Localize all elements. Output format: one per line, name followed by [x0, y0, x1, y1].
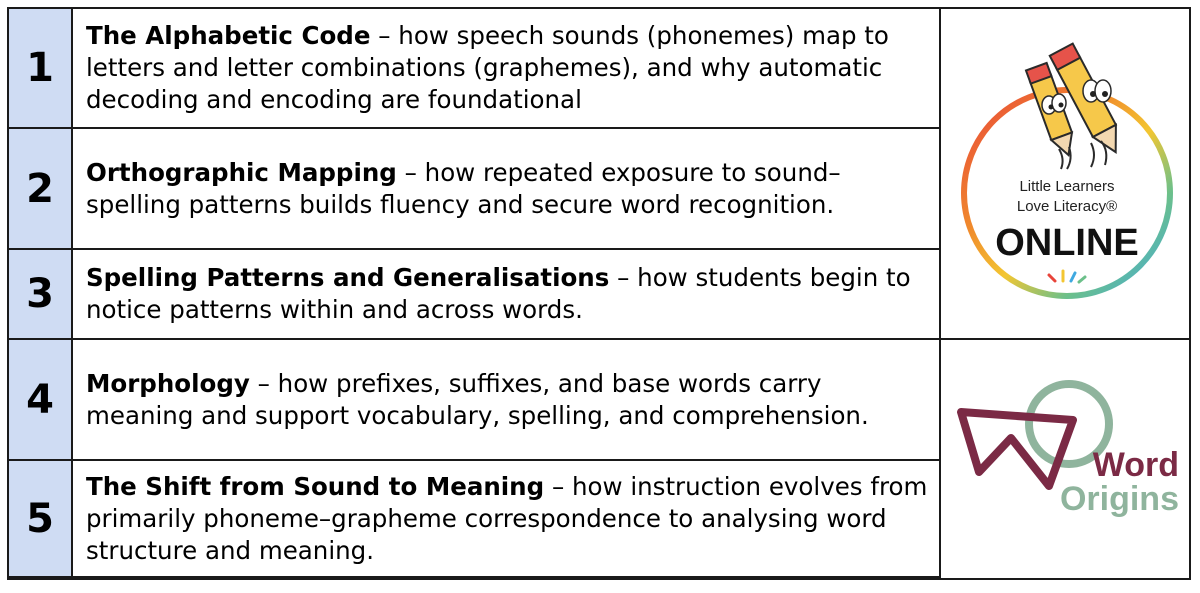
row-number: 1 — [9, 9, 73, 127]
logo-line2: Love Literacy® — [1016, 198, 1118, 215]
row-text — [86, 461, 929, 576]
logo-line1: Little Learners — [1019, 178, 1115, 195]
row-description: – how repeated exposure to sound–spelling patterns builds fluency and secure word recognition. — [86, 157, 841, 219]
row-text — [86, 340, 929, 459]
table-row — [9, 461, 941, 578]
logo-word: Word — [1092, 446, 1179, 484]
row-text — [86, 129, 929, 248]
divider — [941, 338, 1189, 340]
logo-column — [939, 9, 1189, 578]
content-table — [7, 7, 1191, 580]
row-number: 3 — [9, 250, 73, 338]
row-title: The Shift from Sound to Meaning — [86, 471, 545, 501]
row-description: – how prefixes, suffixes, and base words carry meaning and support vocabulary, spelling, and comprehension. — [86, 368, 869, 430]
row-number: 2 — [9, 129, 73, 248]
row-number: 4 — [9, 340, 73, 459]
row-title: Orthographic Mapping — [86, 157, 397, 187]
row-title: The Alphabetic Code — [86, 21, 371, 50]
table-row — [9, 9, 941, 129]
table-row — [9, 129, 941, 250]
table-row — [9, 250, 941, 340]
row-text — [86, 250, 929, 338]
table-row — [9, 340, 941, 461]
row-number: 5 — [9, 461, 73, 576]
row-description: – how instruction evolves from primarily phoneme–grapheme correspondence to analysing word structure and meaning. — [86, 471, 928, 565]
row-text — [86, 9, 929, 127]
logo-online: ONLINE — [995, 222, 1139, 264]
logo-origins: Origins — [1059, 480, 1179, 518]
row-description: – how students begin to notice patterns within and across words. — [86, 263, 911, 324]
row-title: Morphology — [86, 368, 250, 398]
little-learners-logo — [951, 19, 1183, 329]
row-description: – how speech sounds (phonemes) map to letters and letter combinations (graphemes), and why automatic decoding and encoding are foundational — [86, 21, 889, 114]
word-origins-logo — [949, 354, 1185, 564]
word-origins-mark-icon — [961, 384, 1109, 486]
row-title: Spelling Patterns and Generalisations — [86, 263, 610, 292]
